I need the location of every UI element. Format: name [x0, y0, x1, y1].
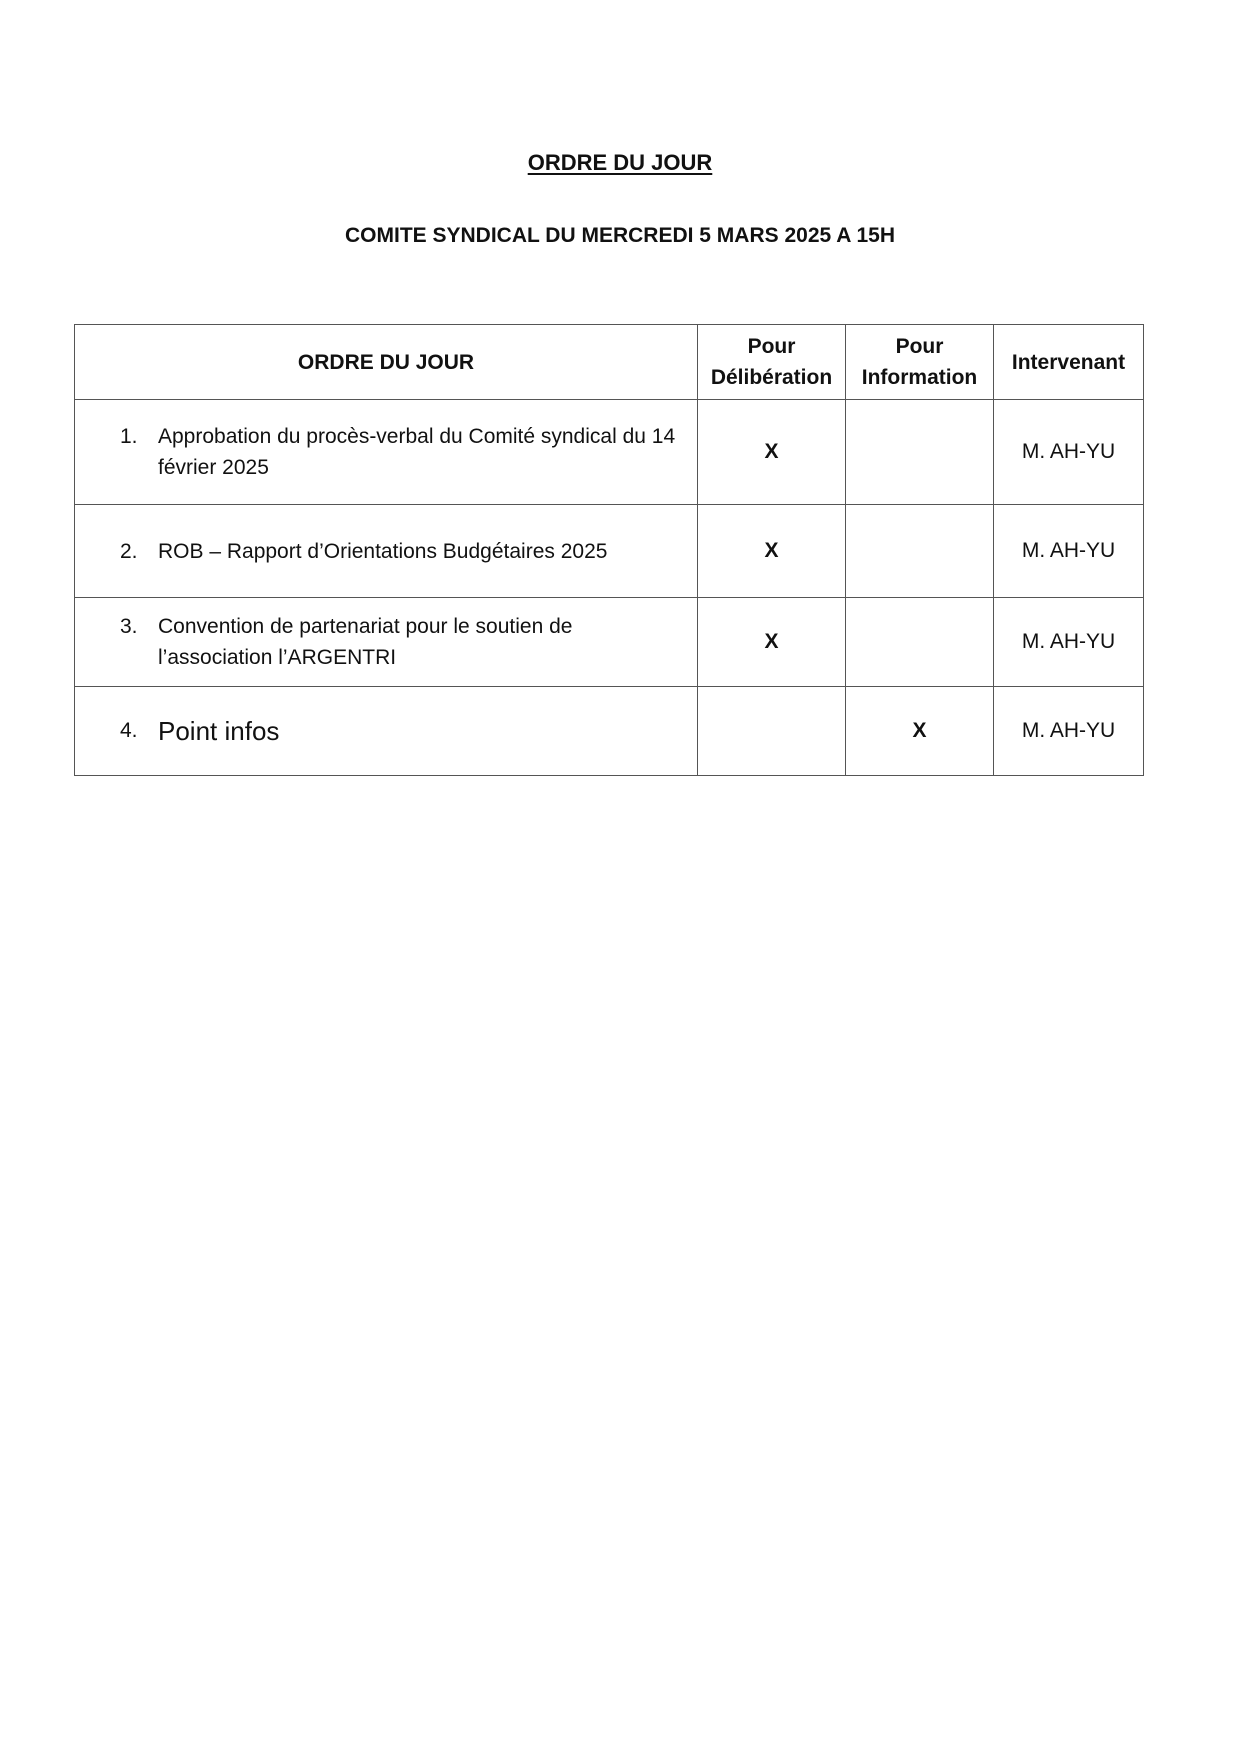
table-row: [75, 598, 1144, 687]
table-row: [75, 400, 1144, 505]
header-information-line1: Pour: [895, 335, 944, 358]
information-mark: [846, 400, 994, 505]
deliberation-mark: X: [698, 400, 846, 505]
header-deliberation-line1: Pour: [747, 335, 796, 358]
header-information-line2: Information: [861, 366, 978, 389]
header-deliberation-line2: Délibération: [710, 366, 833, 389]
agenda-table: [74, 324, 1144, 776]
information-mark: [846, 505, 994, 598]
agenda-item-number: 1.: [120, 425, 138, 448]
header-speaker: [994, 325, 1144, 400]
speaker-name: M. AH-YU: [994, 687, 1144, 776]
header-deliberation: [698, 325, 846, 400]
header-agenda-item-label: ORDRE DU JOUR: [297, 350, 475, 374]
header-agenda-item: [75, 325, 698, 400]
table-row: [75, 687, 1144, 776]
document-title: ORDRE DU JOUR: [527, 150, 713, 175]
deliberation-mark: X: [698, 505, 846, 598]
agenda-item-cell: [75, 687, 698, 776]
table-row: [75, 505, 1144, 598]
table-header-row: [75, 325, 1144, 400]
agenda-item-number: 2.: [120, 539, 138, 563]
speaker-name: M. AH-YU: [994, 400, 1144, 505]
agenda-item-number: 3.: [120, 615, 138, 638]
header-information: [846, 325, 994, 400]
agenda-item-cell: [75, 598, 698, 687]
agenda-item-text: Convention de partenariat pour le soutien de l’association l’ARGENTRI: [158, 615, 573, 669]
agenda-item-cell: [75, 505, 698, 598]
agenda-item-text: ROB – Rapport d’Orientations Budgétaires 2025: [158, 539, 608, 563]
header-speaker-label: Intervenant: [1011, 350, 1126, 374]
information-mark: [846, 598, 994, 687]
deliberation-mark: [698, 687, 846, 776]
speaker-name: M. AH-YU: [994, 505, 1144, 598]
agenda-item-number: 4.: [120, 719, 138, 742]
deliberation-mark: X: [698, 598, 846, 687]
agenda-item-cell: [75, 400, 698, 505]
meeting-subtitle: COMITE SYNDICAL DU MERCREDI 5 MARS 2025 A 15H: [345, 224, 895, 247]
agenda-item-text: Approbation du procès-verbal du Comité syndical du 14 février 2025: [158, 425, 676, 479]
speaker-name: M. AH-YU: [994, 598, 1144, 687]
agenda-item-text: Point infos: [158, 716, 280, 746]
information-mark: X: [846, 687, 994, 776]
